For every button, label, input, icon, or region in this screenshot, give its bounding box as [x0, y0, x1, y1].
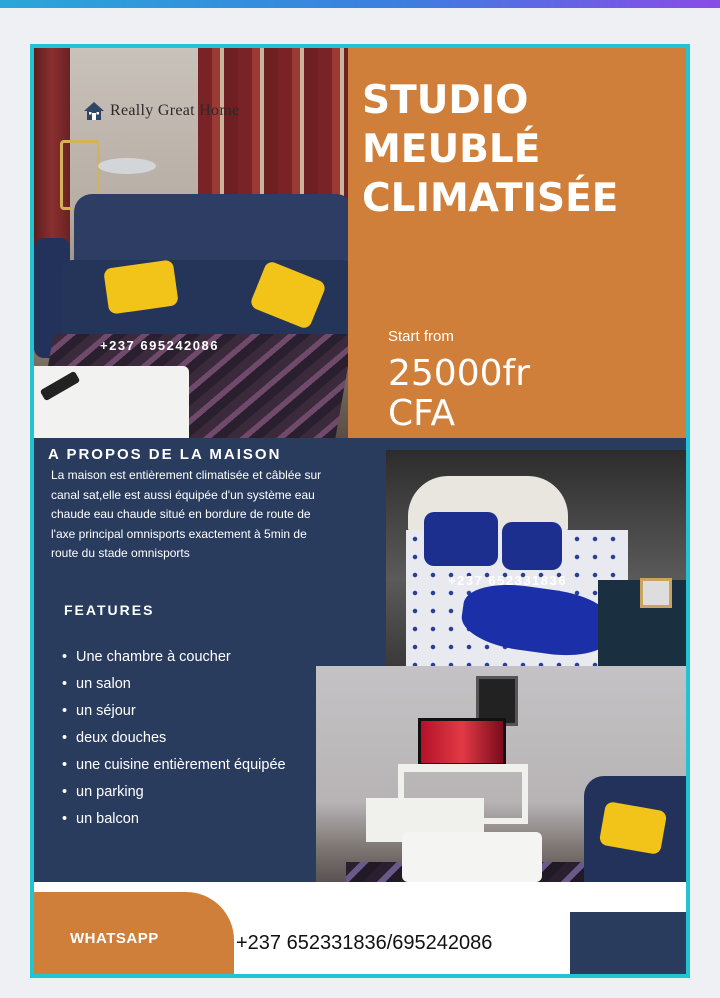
- feature-item: • deux douches: [62, 725, 302, 752]
- pillow: [502, 522, 562, 570]
- brand-name: Really Great Home: [110, 102, 240, 119]
- listing-title: [362, 76, 682, 223]
- coffee-table: [34, 366, 189, 438]
- feature-item: • un séjour: [62, 698, 302, 725]
- feature-item: • un salon: [62, 671, 302, 698]
- about-heading: A PROPOS DE LA MAISON: [48, 446, 282, 463]
- television: [418, 718, 506, 766]
- pillow: [424, 512, 498, 566]
- picture-frame: [640, 578, 672, 608]
- whatsapp-label: WHATSAPP: [70, 930, 159, 947]
- start-from-label: Start from: [388, 328, 454, 345]
- feature-item: • Une chambre à coucher: [62, 644, 302, 671]
- price-amount: 25000fr: [388, 353, 530, 394]
- bedroom-phone-number: +237 652331836: [448, 573, 567, 588]
- feature-item: • un balcon: [62, 806, 302, 833]
- glass-table: [98, 158, 156, 174]
- photo-phone-number: +237 695242086: [100, 338, 219, 353]
- features-list: [62, 644, 302, 833]
- flyer: [30, 44, 690, 978]
- title-line: CLIMATISÉE: [362, 176, 619, 221]
- whatsapp-number[interactable]: +237 652331836/695242086: [236, 932, 493, 954]
- feature-item: • un parking: [62, 779, 302, 806]
- living-room-photo: [34, 48, 348, 438]
- price-currency: CFA: [388, 393, 456, 434]
- house-icon: [82, 100, 106, 122]
- bedroom-photo: [386, 450, 686, 666]
- title-line: MEUBLÉ: [362, 127, 541, 172]
- price: [388, 354, 530, 434]
- yellow-pillow: [103, 259, 179, 314]
- corner-block: [570, 912, 686, 978]
- coffee-table: [402, 832, 542, 882]
- feature-item: • une cuisine entièrement équipée: [62, 752, 302, 779]
- features-heading: FEATURES: [64, 602, 155, 618]
- title-line: STUDIO: [362, 78, 529, 123]
- brand-logo: [82, 100, 240, 122]
- tv-room-photo: [316, 666, 686, 912]
- title-block: [348, 48, 686, 438]
- top-gradient-strip: [0, 0, 720, 8]
- about-text: La maison est entièrement climatisée et câblée sur canal sat,elle est aussi équipée d'un système eau chaude eau chaude situé en bordure de route de l'axe principal omnisports exactement à 5min de route du stade omnisports: [51, 468, 322, 560]
